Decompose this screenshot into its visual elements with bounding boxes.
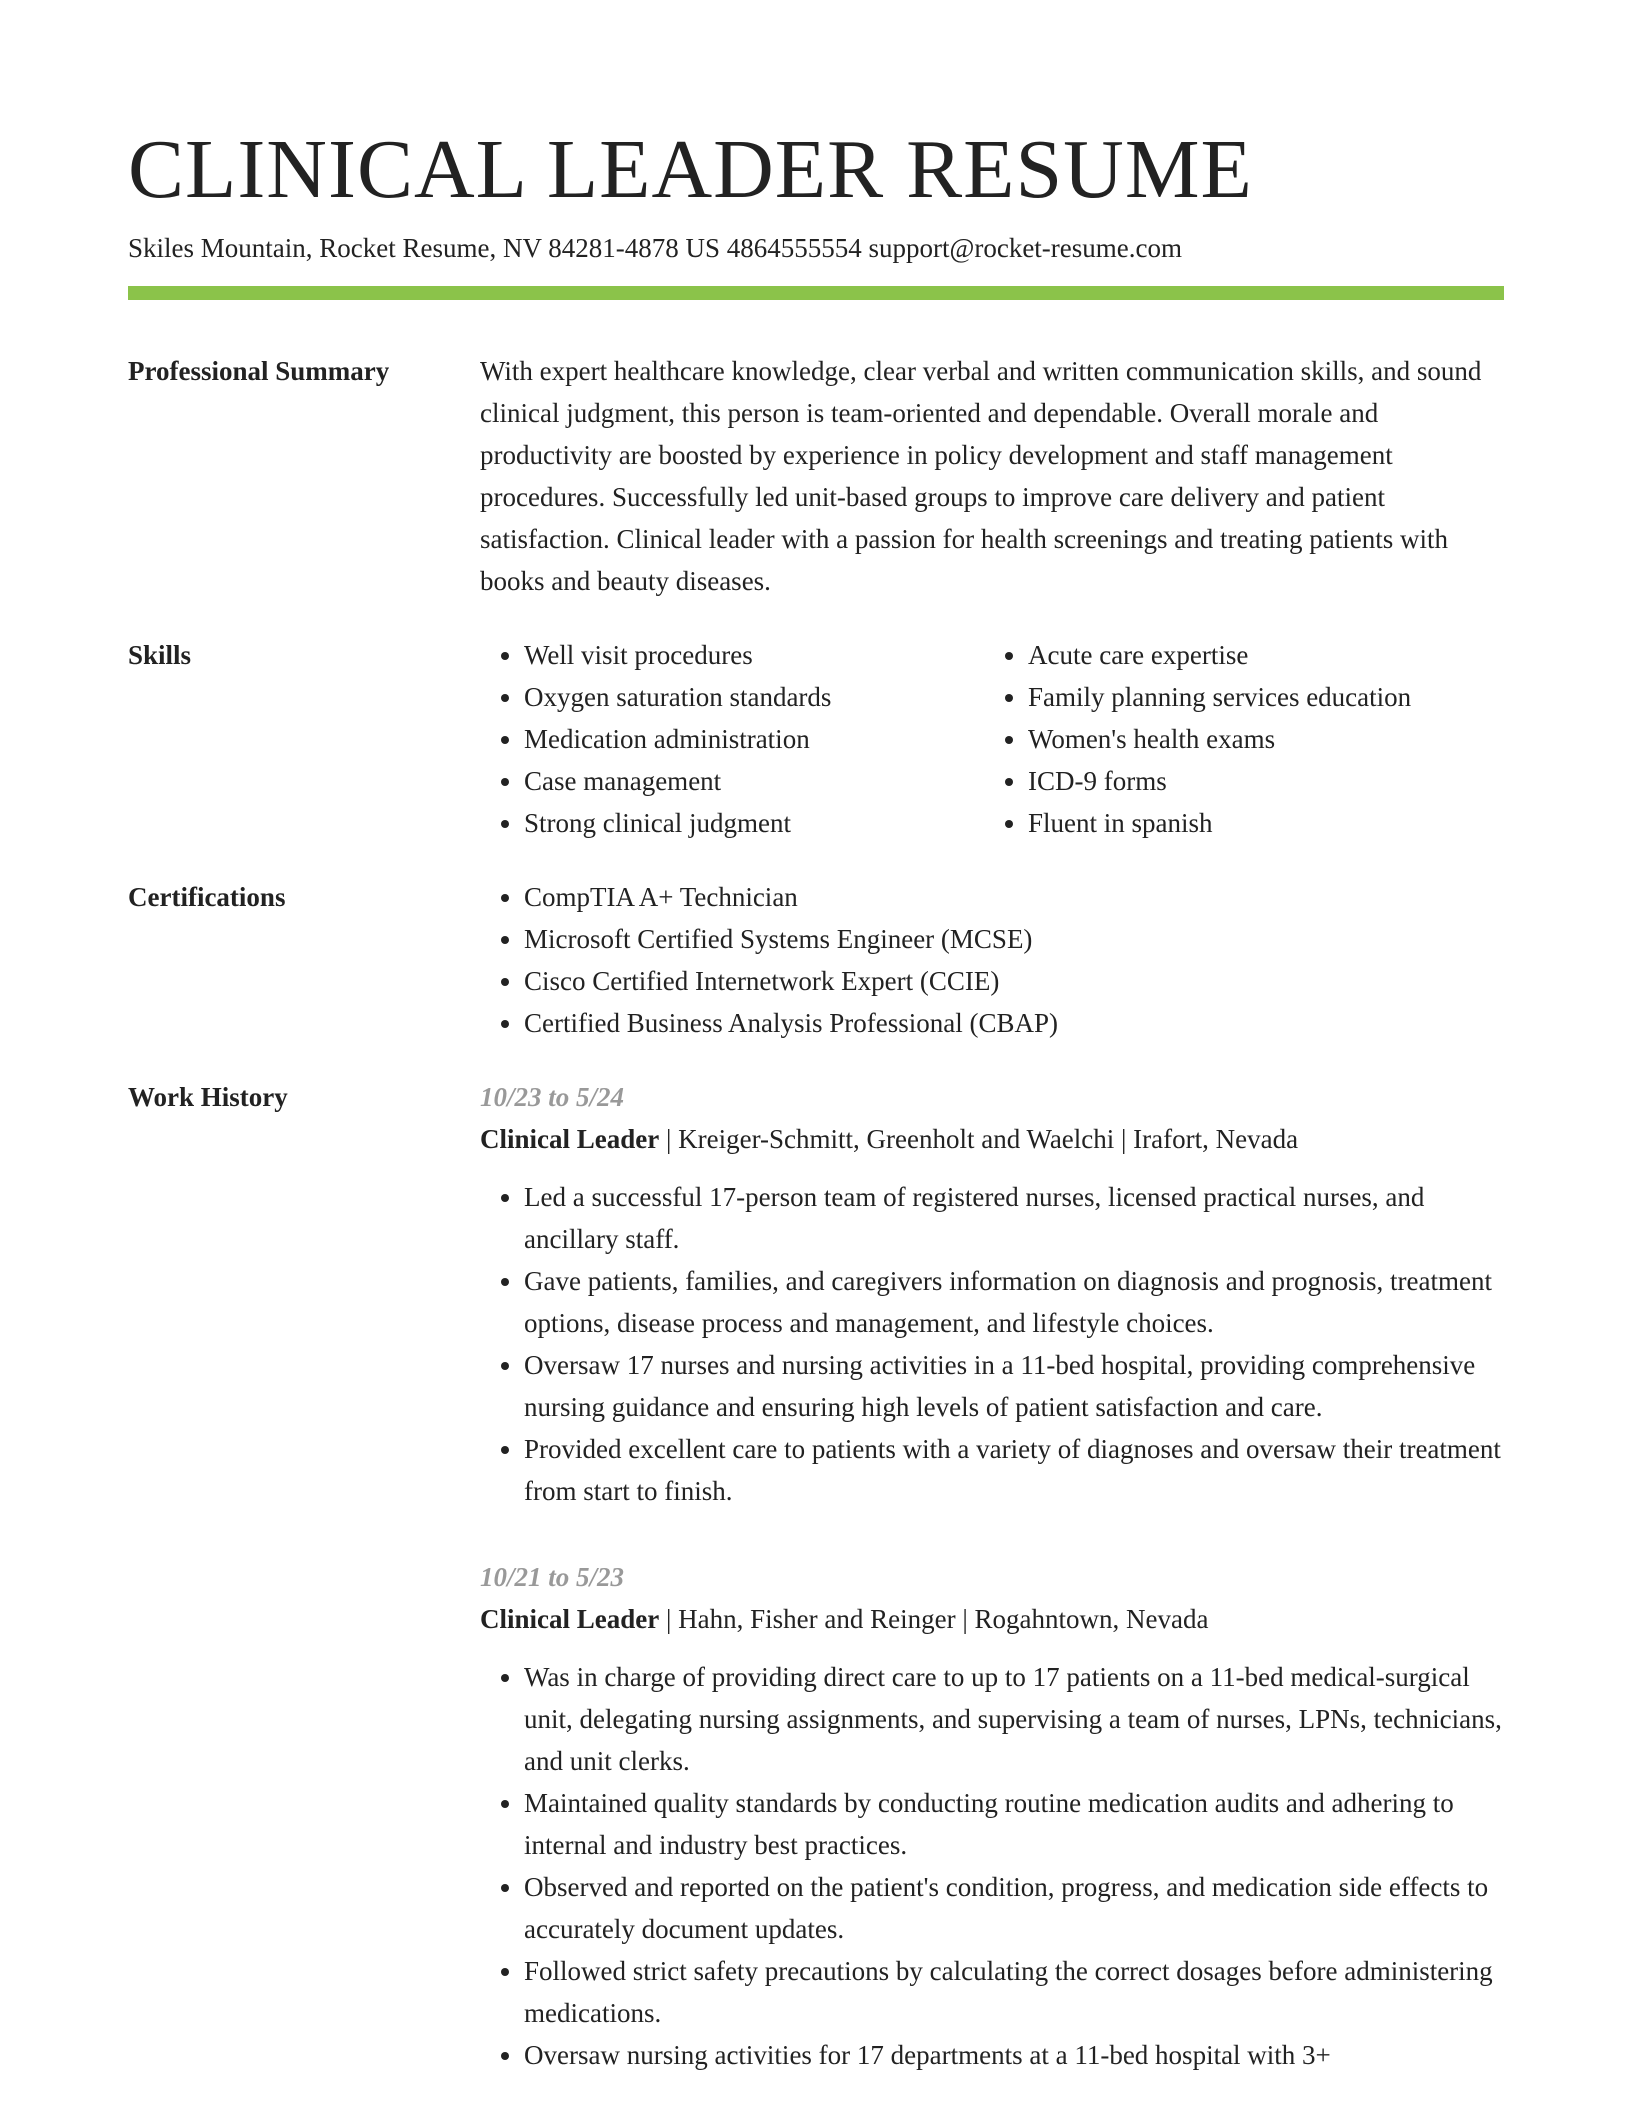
job-dates: 10/23 to 5/24: [480, 1082, 625, 1112]
job-entry: [480, 1556, 1504, 2076]
job-header: [480, 1598, 1504, 1640]
job-bullet: • Provided excellent care to patients with a variety of diagnoses and oversaw their treatment from start to finish.: [524, 1428, 1504, 1512]
work-history-section: [128, 1076, 1504, 2120]
skill-item: • Medication administration: [524, 718, 984, 760]
job-bullet: • Was in charge of providing direct care to up to 17 patients on a 11-bed medical-surgical unit, delegating nursing assignments, and supervising a team of nurses, LPNs, technicians, and unit clerks.: [524, 1656, 1504, 1782]
certification-item: • Microsoft Certified Systems Engineer (MCSE): [524, 918, 1504, 960]
skill-item: • Acute care expertise: [1028, 634, 1488, 676]
job-employer-location: | Hahn, Fisher and Reinger | Rogahntown, Nevada: [659, 1604, 1209, 1634]
skill-item: • Well visit procedures: [524, 634, 984, 676]
job-bullet: • Observed and reported on the patient's condition, progress, and medication side effects to accurately document updates.: [524, 1866, 1504, 1950]
job-responsibilities: [480, 1176, 1504, 1512]
certification-item: • CompTIA A+ Technician: [524, 876, 1504, 918]
skill-item: • Strong clinical judgment: [524, 802, 984, 844]
job-header: [480, 1118, 1504, 1160]
skill-item: • Fluent in spanish: [1028, 802, 1488, 844]
job-bullet: • Gave patients, families, and caregivers information on diagnosis and prognosis, treatment options, disease process and management, and lifestyle choices.: [524, 1260, 1504, 1344]
certifications-list: [480, 876, 1504, 1044]
job-employer-location: | Kreiger-Schmitt, Greenholt and Waelchi | Irafort, Nevada: [659, 1124, 1299, 1154]
job-bullet: • Led a successful 17-person team of registered nurses, licensed practical nurses, and ancillary staff.: [524, 1176, 1504, 1260]
job-dates: 10/21 to 5/23: [480, 1562, 625, 1592]
job-title: Clinical Leader: [480, 1604, 660, 1634]
job-bullet: • Oversaw 17 nurses and nursing activities in a 11-bed hospital, providing comprehensive nursing guidance and ensuring high levels of patient satisfaction and care.: [524, 1344, 1504, 1428]
certifications-section: [128, 876, 1504, 1044]
job-bullet: • Maintained quality standards by conducting routine medication audits and adhering to internal and industry best practices.: [524, 1782, 1504, 1866]
job-bullet: • Oversaw nursing activities for 17 departments at a 11-bed hospital with 3+: [524, 2034, 1504, 2076]
skills-section: [128, 634, 1504, 844]
skills-heading: Skills: [128, 640, 192, 670]
job-bullet: • Followed strict safety precautions by calculating the correct dosages before administering medications.: [524, 1950, 1504, 2034]
accent-divider: [128, 286, 1504, 300]
summary-section: [128, 350, 1504, 602]
skills-list-right: [984, 634, 1488, 844]
resume-title: CLINICAL LEADER RESUME: [128, 123, 1253, 216]
contact-line: Skiles Mountain, Rocket Resume, NV 84281-4878 US 4864555554 support@rocket-resume.com: [128, 233, 1183, 263]
job-entry: [480, 1076, 1504, 1512]
skill-item: • Family planning services education: [1028, 676, 1488, 718]
skill-item: • Women's health exams: [1028, 718, 1488, 760]
skill-item: • Oxygen saturation standards: [524, 676, 984, 718]
certification-item: • Certified Business Analysis Professional (CBAP): [524, 1002, 1504, 1044]
skill-item: • ICD-9 forms: [1028, 760, 1488, 802]
skills-list-left: [480, 634, 984, 844]
skill-item: • Case management: [524, 760, 984, 802]
job-responsibilities: [480, 1656, 1504, 2076]
summary-heading: Professional Summary: [128, 356, 390, 386]
work-history-heading: Work History: [128, 1082, 288, 1112]
certifications-heading: Certifications: [128, 882, 286, 912]
summary-text: With expert healthcare knowledge, clear verbal and written communication skills, and sound clinical judgment, this person is team-oriented and dependable. Overall morale and productivity are boosted by experience in policy development and staff management procedures. Successfully led unit-based groups to improve care delivery and patient satisfaction. Clinical leader with a passion for health screenings and treating patients with books and beauty diseases.: [480, 356, 1482, 596]
job-title: Clinical Leader: [480, 1124, 660, 1154]
certification-item: • Cisco Certified Internetwork Expert (CCIE): [524, 960, 1504, 1002]
resume-sections: [128, 350, 1504, 2120]
